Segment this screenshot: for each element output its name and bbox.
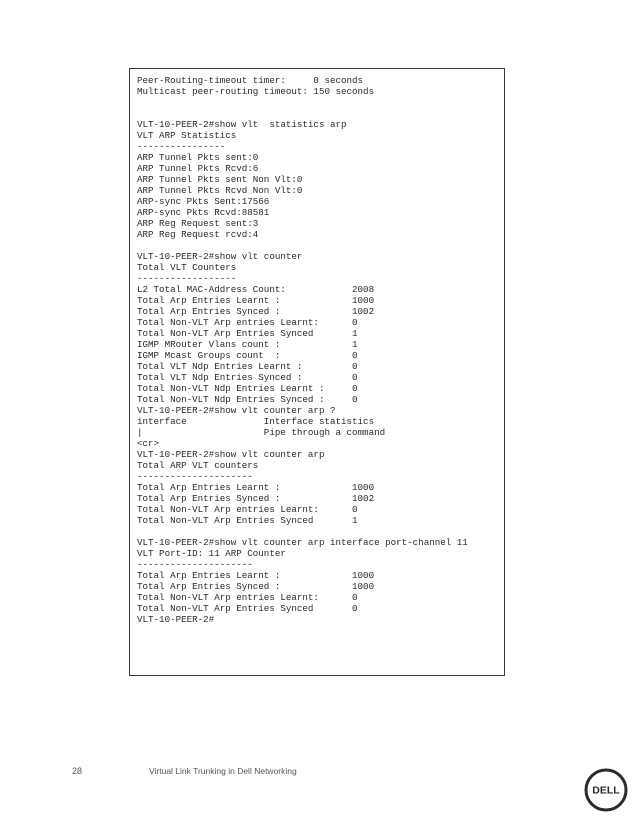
cli-line: VLT-10-PEER-2#show vlt counter arp ? [137,405,336,416]
cli-line: Total Arp Entries Learnt : 1000 [137,295,375,306]
cli-line: Total Arp Entries Synced : 1002 [137,493,375,504]
cli-line: Total Arp Entries Learnt : 1000 [137,570,375,581]
cli-line: IGMP Mcast Groups count : 0 [137,350,358,361]
cli-line: VLT Port-ID: 11 ARP Counter [137,548,286,559]
cli-line: IGMP MRouter Vlans count : 1 [137,339,358,350]
cli-line: Total Non-VLT Arp entries Learnt: 0 [137,317,358,328]
cli-line: VLT-10-PEER-2#show vlt statistics arp [137,119,347,130]
cli-line: ARP-sync Pkts Rcvd:88581 [137,207,270,218]
cli-output [137,75,468,625]
cli-line: Total Non-VLT Arp Entries Synced 1 [137,515,358,526]
cli-line: interface Interface statistics [137,416,375,427]
dell-logo-icon [584,768,628,812]
cli-line: ARP Tunnel Pkts sent Non Vlt:0 [137,174,303,185]
cli-line: ARP Reg Request sent:3 [137,218,259,229]
cli-line: Total VLT Ndp Entries Learnt : 0 [137,361,358,372]
cli-line: | Pipe through a command [137,427,386,438]
cli-output-box [129,68,505,676]
cli-line: ARP Reg Request rcvd:4 [137,229,259,240]
cli-line: <cr> [137,438,160,449]
cli-line: Total VLT Ndp Entries Synced : 0 [137,372,358,383]
cli-line: Total VLT Counters [137,262,237,273]
cli-line: ARP-sync Pkts Sent:17566 [137,196,270,207]
cli-line: VLT-10-PEER-2#show vlt counter arp interface port-channel 11 [137,537,468,548]
cli-line: Total Non-VLT Arp Entries Synced 0 [137,603,358,614]
cli-line: Peer-Routing-timeout timer: 0 seconds [137,75,364,86]
cli-line: Total Non-VLT Ndp Entries Learnt : 0 [137,383,358,394]
cli-line: ARP Tunnel Pkts Rcvd:6 [137,163,259,174]
cli-line: Total Non-VLT Ndp Entries Synced : 0 [137,394,358,405]
cli-line: Total Arp Entries Synced : 1000 [137,581,375,592]
cli-line: Multicast peer-routing timeout: 150 seconds [137,86,375,97]
cli-line: ARP Tunnel Pkts sent:0 [137,152,259,163]
cli-line: ---------------- [137,141,226,152]
cli-line: --------------------- [137,559,253,570]
cli-line: VLT-10-PEER-2#show vlt counter arp [137,449,325,460]
cli-line: ------------------ [137,273,237,284]
cli-line: L2 Total MAC-Address Count: 2008 [137,284,375,295]
cli-line: Total Arp Entries Synced : 1002 [137,306,375,317]
cli-line: Total Arp Entries Learnt : 1000 [137,482,375,493]
cli-line: Total Non-VLT Arp entries Learnt: 0 [137,592,358,603]
footer-title: Virtual Link Trunking in Dell Networking [149,766,297,776]
dell-logo-text: DELL [592,784,620,797]
cli-line: ARP Tunnel Pkts Rcvd Non Vlt:0 [137,185,303,196]
cli-line: Total Non-VLT Arp entries Learnt: 0 [137,504,358,515]
cli-line: Total ARP VLT counters [137,460,259,471]
cli-line: Total Non-VLT Arp Entries Synced 1 [137,328,358,339]
cli-line: VLT-10-PEER-2#show vlt counter [137,251,303,262]
page-number: 28 [72,766,83,776]
cli-line: --------------------- [137,471,253,482]
cli-line: VLT ARP Statistics [137,130,237,141]
cli-line: VLT-10-PEER-2# [137,614,215,625]
